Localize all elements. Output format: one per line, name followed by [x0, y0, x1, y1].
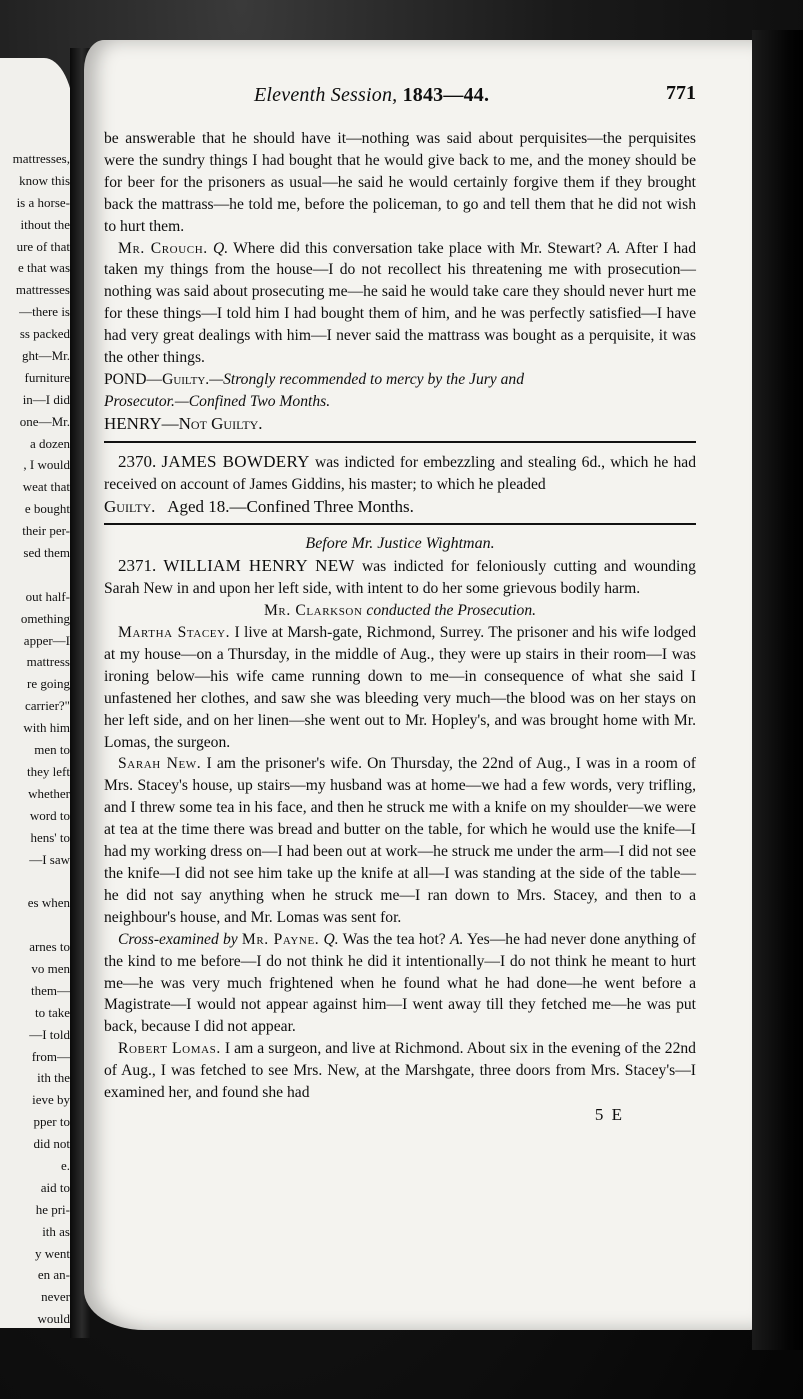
paragraph-crouch: Mr. Crouch. Q. Where did this conversation take place with Mr. Stewart? A. After I had taken my things from the house—I do not recollect his threatening me with prosecution—nothing was said about prosecuting me—he said he would take care they should never hurt me for these things—I told him I had bought them of him, and he was perfectly satisfied—I have had very great dealings with him—I never said the mattrass was bought as a perquisite, it was the other things.	[104, 239, 697, 367]
facing-page-line: y went	[34, 1245, 70, 1261]
facing-page-line: ithout the	[20, 216, 70, 232]
facing-page-line: men to	[34, 742, 70, 758]
facing-page-line	[0, 564, 70, 586]
facing-page-line: sed them	[23, 545, 70, 561]
session-years: 1843—44.	[402, 84, 490, 106]
facing-page-line: ieve by	[32, 1092, 70, 1108]
facing-page-line: out half-	[25, 588, 70, 604]
testimony-martha-stacey: Martha Stacey. I live at Marsh-gate, Richmond, Surrey. The prisoner and his wife lodged at my house—on a Thursday, in the middle of Aug., they were up stairs in their room—I was ironing below—his wife came running down to me—in consequence of what she said I unfastened her clothes, and saw she was bleeding very much—the blood was on her stays on her left side, and on her linen—she went out to Mr. Hopley's, and was brought home with Mr. Lomas, the surgeon.	[104, 624, 696, 751]
facing-page-line: is a horse-	[16, 194, 70, 210]
facing-page-line: e bought	[24, 501, 70, 517]
facing-page-line: ght—Mr.	[21, 348, 70, 364]
facing-page-line: to take	[34, 1004, 70, 1020]
facing-page-line: apper—I	[23, 632, 70, 648]
testimony-robert-lomas: Robert Lomas. I am a surgeon, and live at Richmond. About six in the evening of the 22nd of Aug., I was fetched to see Mrs. New, at the Marshgate, three doors from Mrs. Stacey's—I examined her, and found she had	[104, 1040, 696, 1102]
facing-page-line: a dozen	[29, 435, 70, 451]
facing-page-line: es when	[27, 895, 70, 911]
facing-page-line: know this	[19, 172, 70, 188]
facing-page-line	[0, 914, 70, 936]
facing-page-line: they left	[27, 763, 70, 779]
case-2371: 2371. WILLIAM HENRY NEW was indicted for feloniously cutting and wounding Sarah New in and upon her left side, with intent to do her some grievous bodily harm.	[104, 556, 696, 598]
facing-page-line: he pri-	[35, 1201, 70, 1217]
paragraph-continuation: be answerable that he should have it—nothing was said about perquisites—the perquisites were the sundry things I had bought that he would give back to me, and the money should be for beer for the prisoners as usual—he said he would certainly forgive them if they brought back the mattrass—he told me, before the policeman, to go and tell them that he did not wish to hurt them.	[104, 130, 696, 235]
section-divider	[104, 523, 696, 525]
page-content	[104, 82, 696, 1126]
facing-page-line: from—	[31, 1048, 70, 1064]
facing-page-line: en an-	[37, 1267, 70, 1283]
facing-page-line: never	[41, 1289, 70, 1305]
facing-page-line: e that was	[18, 260, 70, 276]
verdict-henry: HENRY—Not Guilty.	[104, 413, 263, 433]
signature-mark: 5 E	[594, 1104, 624, 1124]
section-divider	[104, 441, 696, 443]
facing-page-line: ss packed	[19, 326, 70, 342]
facing-page-line: weat that	[22, 479, 70, 495]
facing-page-line: vo men	[31, 960, 70, 976]
facing-page-line: word to	[29, 807, 70, 823]
session-title: Eleventh Session, 1843—44.	[254, 84, 490, 106]
facing-page	[0, 58, 74, 1328]
facing-page-line: aid to	[40, 1179, 70, 1195]
facing-page-line: one—Mr.	[19, 413, 70, 429]
page-edge-shadow	[752, 30, 803, 1350]
facing-page-line: mattress	[26, 654, 70, 670]
verdict-pond: POND—Guilty.—Strongly recommended to mercy by the Jury and	[104, 370, 525, 388]
facing-page-line: e.	[60, 1157, 70, 1173]
facing-page-line: —I told	[29, 1026, 70, 1042]
facing-page-line: arnes to	[29, 939, 70, 955]
before-judge: Before Mr. Justice Wightman.	[305, 535, 495, 553]
verdict-pond-cont: Prosecutor.—Confined Two Months.	[104, 392, 331, 410]
facing-page-line: furniture	[24, 369, 70, 385]
facing-page-line: —there is	[19, 304, 70, 320]
facing-page-line	[0, 870, 70, 892]
facing-page-line: in—I did	[22, 391, 70, 407]
facing-page-line: their per-	[22, 523, 70, 539]
facing-page-line: hens' to	[30, 829, 70, 845]
case-2370: 2370. JAMES BOWDERY was indicted for embezzling and stealing 6d., which he had received on account of James Giddins, his master; to which he pleaded	[104, 451, 696, 493]
facing-page-line: mattresses	[15, 282, 70, 298]
facing-page-line: ure of that	[16, 238, 70, 254]
testimony-sarah-new: Sarah New. I am the prisoner's wife. On Thursday, the 22nd of Aug., I was in a room of Mrs. Stacey's house, up stairs—my husband was at home—we had a few words, very trifling, and I threw some tea in his face, and then he struck me with a knife on my shoulder—we were at tea at the time there was bread and butter on the table, for which he would use the knife—I had my working dress on—I had been out at work—he struck me under the arm—I did not see the knife—I did not see him take up the knife at all—I was standing at the side of the table—he did not say anything when he struck me—I ran down to Mrs. Stacey, and then to a neighbour's house, and Mr. Lomas was sent for.	[104, 755, 696, 926]
facing-page-line: carrier?"	[25, 698, 70, 714]
facing-page-line: mattresses,	[12, 151, 70, 166]
facing-page-line: would	[37, 1311, 70, 1327]
facing-page-line: pper to	[33, 1114, 70, 1130]
facing-page-line: with him	[23, 720, 70, 736]
running-head	[104, 82, 696, 112]
facing-page-line: omething	[20, 610, 70, 626]
facing-page-line: them—	[31, 982, 70, 998]
facing-page-line: did not	[33, 1136, 70, 1152]
case-2370-sentence: Guilty. Aged 18.—Confined Three Months.	[104, 496, 414, 516]
facing-page-line: whether	[28, 785, 70, 801]
cross-examination: Cross-examined by Mr. Payne. Q. Was the tea hot? A. Yes—he had never done anything of the kind to me before—I do not think he did it intentionally—I do not think he meant to hurt me—he was very much frightened when he found what he had done—he went before a Magistrate—I would not appear against him—I went away till they fetched me—he was put back, because I did not appear.	[104, 930, 696, 1036]
prosecution-note: Mr. Clarkson conducted the Prosecution.	[263, 602, 537, 620]
facing-page-line: , I would	[23, 457, 70, 473]
facing-page-line: re going	[27, 676, 70, 692]
facing-page-line: ith the	[37, 1070, 70, 1086]
facing-page-text	[0, 148, 70, 1328]
facing-page-line: ith as	[42, 1223, 70, 1239]
body-text	[104, 128, 696, 1126]
facing-page-line: —I saw	[29, 851, 70, 867]
page-number: 771	[666, 82, 696, 104]
